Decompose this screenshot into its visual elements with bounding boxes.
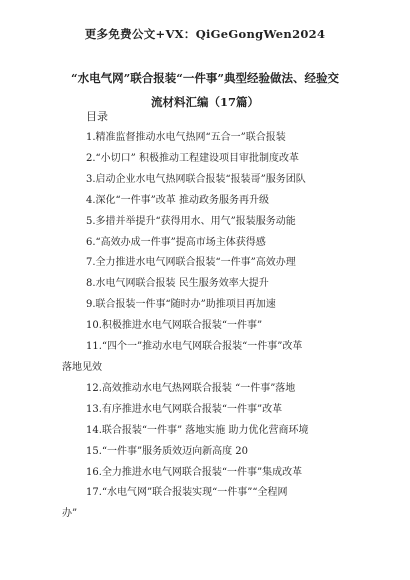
- toc-item: 6.“高效办成一件事”提高市场主体获得感: [86, 236, 266, 248]
- toc-item: 12.高效推动水电气热网联合报装 “一件事”落地: [86, 382, 296, 394]
- toc-item: 1.精准监督推动水电气热网“五合一”联合报装: [86, 132, 286, 143]
- toc-item: 2.“小切口” 积极推动工程建设项目审批制度改革: [86, 152, 299, 164]
- toc-item: 13.有序推进水电气网联合报装“一件事”改革: [86, 403, 283, 415]
- toc-item: 10.积极推进水电气网联合报装“一件事”: [86, 320, 263, 332]
- toc-item: 11.“四个一”推动水电气网联合报装“一件事”改革: [86, 341, 303, 353]
- page-header-watermark: 更多免费公文+VX：QiGeGongWen2024: [84, 27, 326, 41]
- document-title-line-1: “水电气网”联合报装“一件事”典型经验做法、经验交: [71, 71, 339, 85]
- toc-item: 7.全力推进水电气网联合报装“一件事”高效办理: [86, 257, 296, 269]
- toc-item: 16.全力推进水电气网联合报装“一件事”集成改革: [86, 466, 303, 478]
- toc-heading: 目录: [86, 110, 108, 123]
- toc-item: 4.深化“一件事”改革 推动政务服务再升级: [86, 194, 269, 206]
- toc-item: 17.“水电气网”联合报装实现“一件事”“全程网: [86, 487, 288, 499]
- toc-item: 14.联合报装“一件事” 落地实施 助力优化营商环境: [86, 424, 309, 436]
- toc-item: 15.“一件事”服务质效迈向新高度 20: [86, 445, 249, 457]
- toc-item: 8.水电气网联合报装 民生服务效率大提升: [86, 278, 269, 290]
- toc-item: 9.联合报装一件事“随时办”助推项目再加速: [86, 299, 276, 311]
- table-of-contents: [62, 128, 376, 525]
- toc-item-continuation: 办”: [62, 508, 78, 520]
- toc-item: 5.多措并举提升“获得用水、用气”报装服务动能: [86, 215, 296, 227]
- toc-item-continuation: 落地见效: [62, 361, 102, 373]
- toc-item: 3.启动企业水电气热网联合报装“报装哥”服务团队: [86, 173, 306, 185]
- document-title-line-2: 流材料汇编（17篇）: [150, 95, 259, 109]
